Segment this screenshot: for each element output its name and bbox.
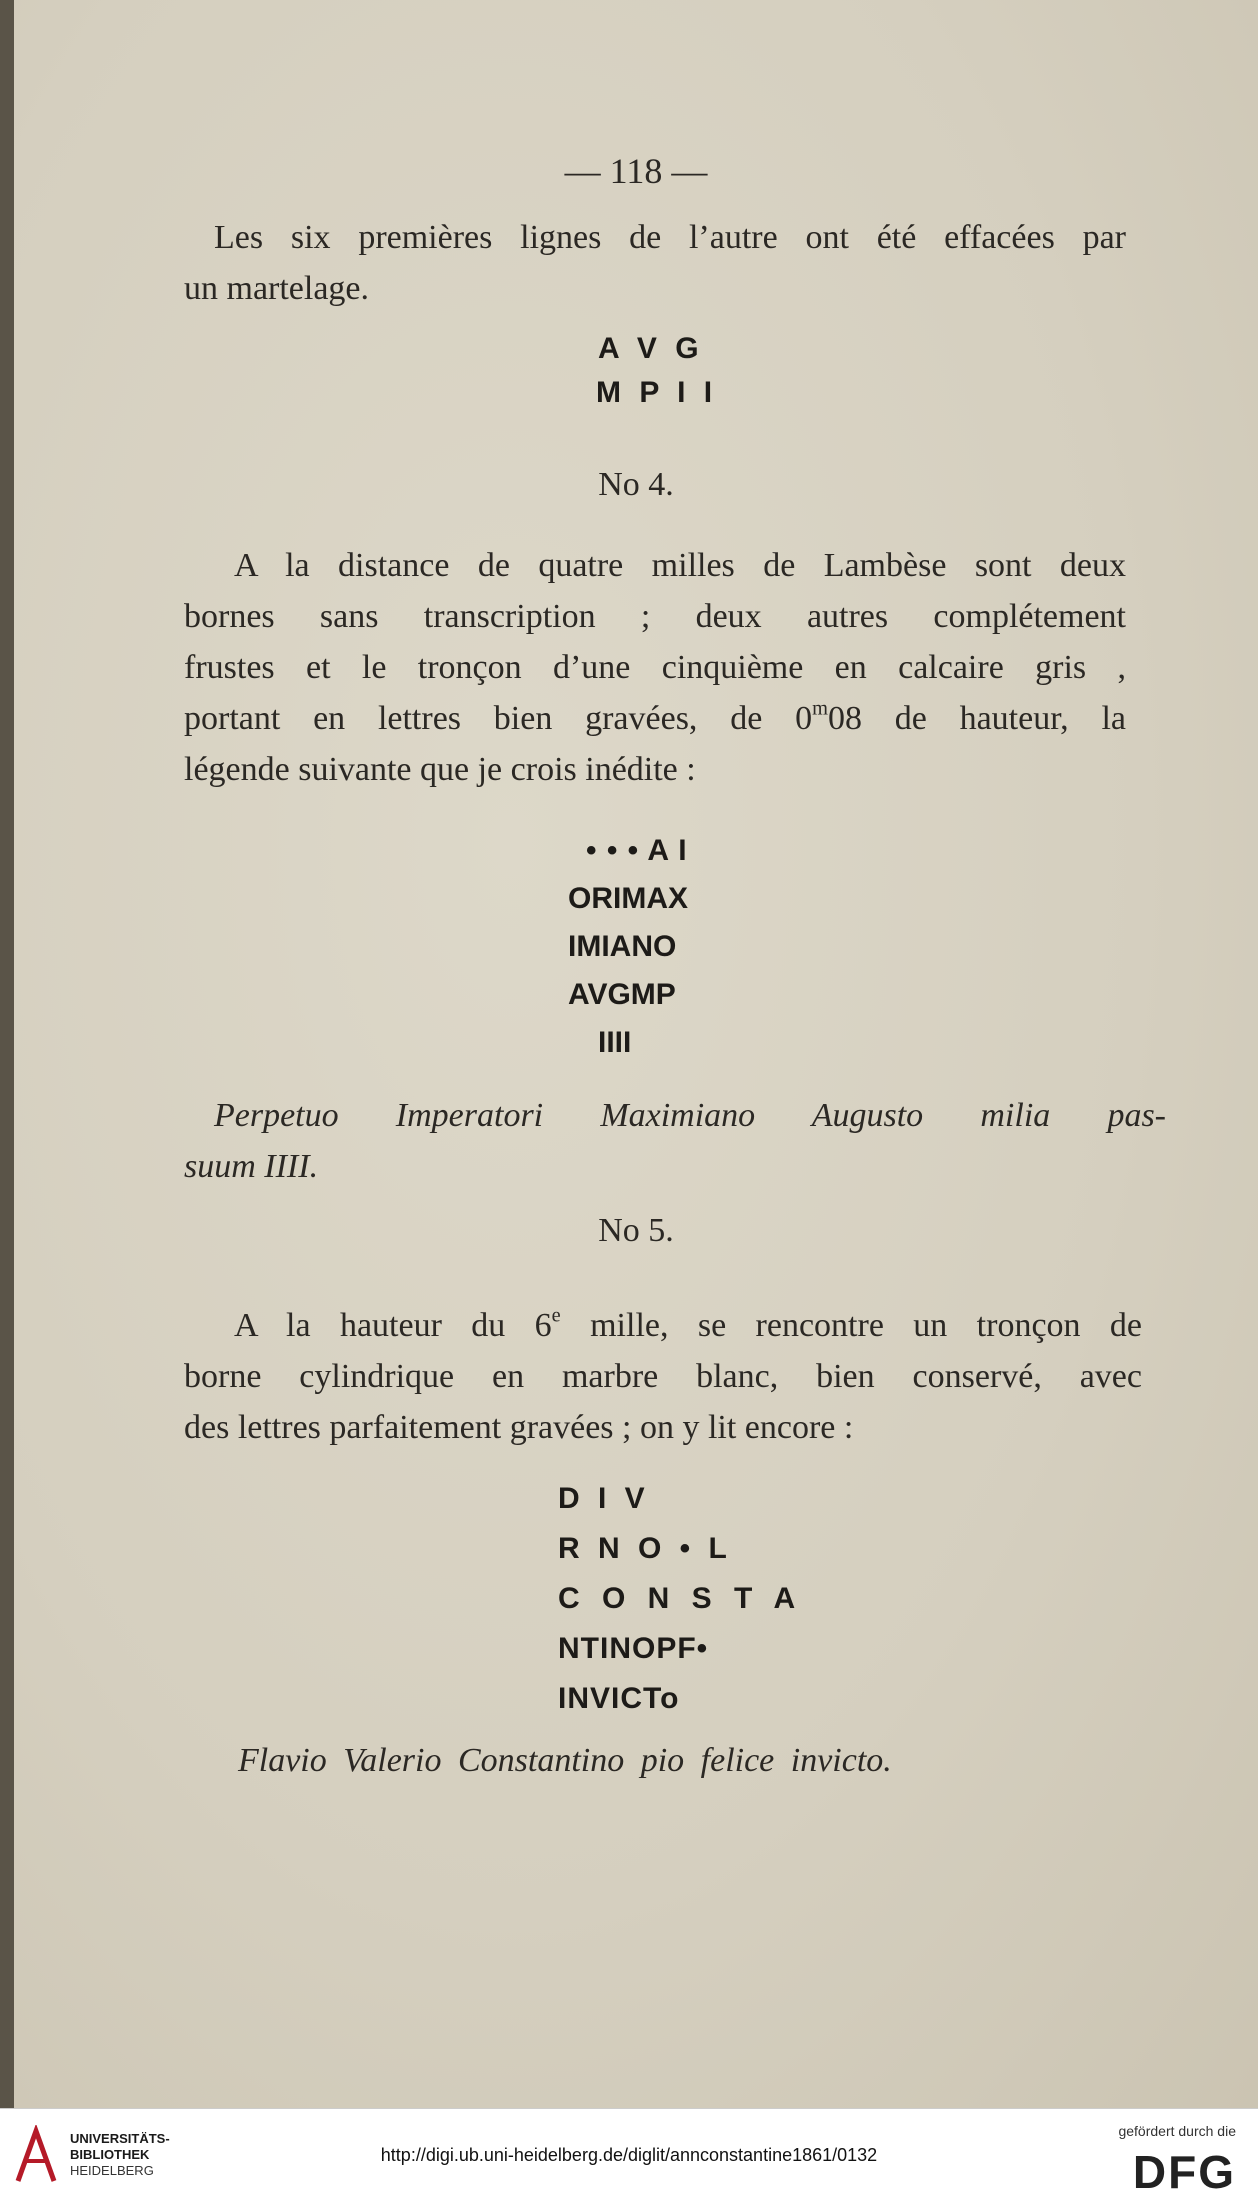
inscription-2-line-3: IMIANO xyxy=(568,930,677,963)
para4-line-1: A la distance de quatre milles de Lambèse sont deux xyxy=(234,547,1126,584)
para5-line-1b: mille, se rencontre un tronçon de xyxy=(560,1307,1142,1344)
inscription-1-line-2: M P I I xyxy=(596,376,718,409)
inscription-3-line-3: C O N S T A xyxy=(558,1582,803,1615)
page-number: — 118 — xyxy=(564,151,708,191)
library-name-line-1: UNIVERSITÄTS- xyxy=(70,2131,170,2146)
funded-by-label: gefördert durch die xyxy=(1118,2123,1236,2139)
para5-line-3: des lettres parfaitement gravées ; on y lit encore : xyxy=(184,1409,854,1446)
inscription-1-line-1: A V G xyxy=(598,332,704,365)
heading-no-4: No 4. xyxy=(598,466,674,503)
inscription-2-line-5: IIII xyxy=(598,1026,632,1059)
intro-paragraph xyxy=(214,212,1126,263)
paragraph-no-4-end xyxy=(184,744,696,795)
para4-line-2: bornes sans transcription ; deux autres complétement xyxy=(184,598,1126,635)
para5-line-1a: A la hauteur du 6 xyxy=(234,1307,552,1344)
para5-line-2: borne cylindrique en marbre blanc, bien conservé, avec xyxy=(184,1358,1142,1395)
paragraph-no-4 xyxy=(184,540,1126,744)
translation-2 xyxy=(214,1090,1166,1141)
para5-ordinal-sup: e xyxy=(551,1304,561,1327)
footer-bar xyxy=(0,2108,1258,2202)
intro-line-2: un martelage. xyxy=(184,270,370,307)
dfg-logo: DFG xyxy=(1132,2146,1236,2198)
para4-line-4b: 08 de hauteur, la xyxy=(827,700,1126,737)
translation-2-line-1: Perpetuo Imperatori Maximiano Augusto milia pas- xyxy=(214,1097,1166,1134)
intro-line-1: Les six premières lignes de l’autre ont été effacées par xyxy=(214,219,1126,256)
translation-2-line-2: suum IIII. xyxy=(184,1148,319,1185)
translation-2-end xyxy=(184,1141,318,1192)
source-url[interactable]: http://digi.ub.uni-heidelberg.de/diglit/annconstantine1861/0132 xyxy=(380,2145,878,2165)
para4-line-5: légende suivante que je crois inédite : xyxy=(184,751,696,788)
scanned-page xyxy=(14,0,1258,2108)
paragraph-no-5-end xyxy=(184,1402,853,1453)
paragraph-no-5 xyxy=(184,1300,1142,1402)
inscription-3-line-2: R N O • L xyxy=(558,1532,732,1565)
para4-line-4 xyxy=(184,693,1126,744)
inscription-3-line-4: NTINOPF• xyxy=(558,1632,709,1665)
intro-paragraph-end xyxy=(184,263,369,314)
para5-line-1 xyxy=(184,1300,1142,1351)
inscription-3-line-1: D I V xyxy=(558,1482,650,1515)
para4-meter-sup: m xyxy=(812,697,828,720)
para4-line-4a: portant en lettres bien gravées, de 0 xyxy=(184,700,813,737)
inscription-2-line-2: ORIMAX xyxy=(568,882,688,915)
inscription-2-line-1: • • • A I xyxy=(586,834,688,867)
para4-line-3: frustes et le tronçon d’une cinquième en calcaire gris , xyxy=(184,649,1126,686)
translation-3: Flavio Valerio Constantino pio felice invicto. xyxy=(238,1742,892,1779)
heading-no-5: No 5. xyxy=(598,1212,674,1249)
inscription-3-line-5: INVICTo xyxy=(558,1682,680,1715)
library-name-line-2: BIBLIOTHEK xyxy=(70,2147,150,2162)
inscription-2-line-4: AVGMP xyxy=(568,978,676,1011)
library-name-line-3: HEIDELBERG xyxy=(70,2163,154,2178)
